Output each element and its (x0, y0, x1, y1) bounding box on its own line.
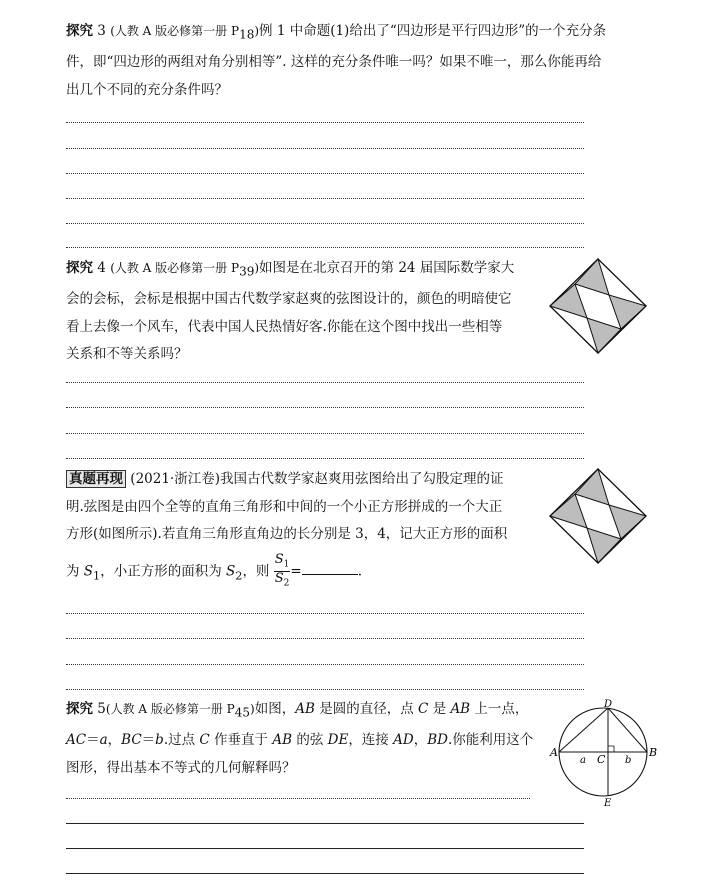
real-exam-text4b: ，小正方形的面积为 (100, 563, 227, 580)
e5-eq2: ＝ (141, 732, 156, 749)
explore5-line3: 图形，得出基本不等式的几何解释吗？ (66, 759, 296, 776)
real-exam-line4 (66, 553, 546, 591)
explore4-line3: 看上去像一个风车，代表中国人民热情好客.你能在这个图中找出一些相等 (66, 318, 503, 335)
explore3-line3: 出几个不同的充分条件吗？ (66, 81, 228, 98)
explore3-line1 (66, 18, 646, 49)
answer-line[interactable] (66, 848, 584, 849)
e5-b: b (155, 732, 164, 749)
answer-line[interactable] (66, 798, 530, 799)
ratio-fraction (274, 553, 291, 591)
explore4-label: 探究 (66, 260, 93, 276)
var-s2-sub: 2 (235, 568, 243, 582)
explore3-source: (人教 A 版必修第一册 P (110, 24, 240, 38)
circle-diameter-figure (538, 698, 658, 808)
answer-line[interactable] (66, 638, 584, 639)
var-s1: S (83, 563, 94, 580)
e5-bc: BC (121, 732, 142, 749)
answer-line[interactable] (66, 613, 584, 614)
e5-t9: ， (413, 732, 428, 749)
real-exam-label: 真题再现 (66, 470, 126, 488)
real-exam-text4a: 为 (66, 563, 84, 580)
label-a-length: a (580, 755, 586, 766)
pinwheel-figure (548, 257, 648, 355)
chord-diagram-figure (548, 467, 648, 565)
label-b-point: B (649, 746, 658, 759)
explore3-source-page: 18 (239, 27, 255, 42)
answer-line[interactable] (66, 407, 584, 408)
fraction-numerator (274, 553, 291, 573)
e5-t3: 是 (428, 701, 451, 717)
fraction-denominator (274, 572, 291, 591)
e5-t1: 如图， (254, 701, 296, 717)
answer-line[interactable] (66, 873, 584, 874)
explore5-source: (人教 A 版必修第一册 P (105, 702, 235, 716)
label-d-point: D (604, 699, 613, 710)
label-a-point: A (550, 746, 558, 759)
answer-line[interactable] (66, 823, 584, 824)
answer-line[interactable] (66, 689, 584, 690)
explore5-num: 5 (97, 701, 106, 717)
e5-ab: AB (295, 701, 315, 717)
frac-num-s: S (274, 551, 284, 567)
e5-c2: C (199, 732, 210, 749)
frac-den-s: S (274, 571, 284, 587)
real-exam-text4c: ，则 (242, 563, 270, 580)
answer-line[interactable] (66, 122, 584, 123)
label-c-point: C (597, 753, 606, 766)
e5-ab2: AB (450, 701, 471, 717)
e5-ab3: AB (272, 732, 293, 749)
e5-c: C (418, 701, 429, 717)
e5-comma: ， (107, 732, 122, 749)
answer-line[interactable] (66, 173, 584, 174)
explore3-text1: 例 1 中命题(1)给出了“四边形是平行四边形”的一个充分条 (259, 23, 607, 39)
var-s2: S (226, 563, 236, 580)
explore4-source-page: 39 (239, 264, 255, 279)
answer-blank[interactable] (302, 560, 358, 575)
answer-line[interactable] (66, 433, 584, 434)
answer-line[interactable] (66, 148, 584, 149)
e5-de: DE (327, 732, 349, 749)
explore5-source-end: ) (250, 702, 255, 716)
explore3-block (66, 18, 646, 104)
e5-bd: BD (427, 732, 448, 749)
answer-line[interactable] (66, 382, 584, 383)
explore4-line1 (66, 255, 546, 286)
explore3-label: 探究 (66, 23, 93, 39)
answer-line[interactable] (66, 198, 584, 199)
explore3-num: 3 (97, 23, 106, 39)
e5-t7: 的弦 (292, 732, 328, 749)
answer-line[interactable] (66, 223, 584, 224)
real-exam-text1: 我国古代数学家赵爽用弦图给出了勾股定理的证 (219, 471, 504, 487)
explore4-source: (人教 A 版必修第一册 P (110, 261, 240, 275)
e5-t10: .你能利用这个 (447, 732, 534, 749)
real-exam-end: . (357, 563, 362, 580)
explore4-line2: 会的会标，会标是根据中国古代数学家赵爽的弦图设计的，颜色的明暗使它 (66, 291, 512, 308)
e5-ac: AC (66, 732, 87, 749)
explore5-label: 探究 (66, 701, 93, 717)
e5-t8: ，连接 (348, 732, 394, 749)
answer-line[interactable] (66, 247, 584, 248)
answer-line[interactable] (66, 664, 584, 665)
explore5-line2 (66, 727, 546, 755)
label-e-point: E (604, 798, 612, 808)
explore3-line2: 件，即“四边形的两组对角分别相等”. 这样的充分条件唯一吗？如果不唯一，那么你能再给 (66, 54, 602, 71)
real-exam-line1 (66, 466, 546, 494)
explore5-source-page: 45 (234, 705, 251, 720)
answer-line[interactable] (66, 458, 584, 459)
e5-t6: 作垂直于 (209, 732, 273, 749)
real-exam-source: (2021·浙江卷) (130, 471, 220, 487)
frac-num-sub: 1 (283, 559, 290, 570)
explore4-block (66, 255, 546, 369)
e5-ad: AD (393, 732, 414, 749)
frac-den-sub: 2 (283, 578, 290, 589)
explore5-block (66, 696, 546, 782)
real-exam-line3: 方形(如图所示).若直角三角形直角边的长分别是 3，4，记大正方形的面积 (66, 526, 508, 542)
e5-t4: 上一点， (470, 701, 529, 717)
real-exam-block (66, 466, 546, 591)
explore5-line1 (66, 696, 546, 727)
e5-t5: .过点 (163, 732, 200, 749)
label-b-length: b (625, 755, 632, 766)
equals-sign: = (290, 563, 302, 580)
e5-a: a (99, 732, 108, 749)
explore4-text1: 如图是在北京召开的第 24 届国际数学家大 (259, 260, 515, 276)
real-exam-line2: 明.弦图是由四个全等的直角三角形和中间的一个小正方形拼成的一个大正 (66, 498, 503, 515)
explore4-source-end: ) (254, 261, 260, 275)
explore4-num: 4 (97, 260, 106, 276)
explore4-line4: 关系和不等关系吗？ (66, 346, 188, 363)
e5-t2: 是圆的直径，点 (314, 701, 418, 717)
explore3-source-end: ) (254, 24, 260, 38)
e5-eq1: ＝ (86, 732, 100, 749)
var-s1-sub: 1 (93, 568, 101, 582)
